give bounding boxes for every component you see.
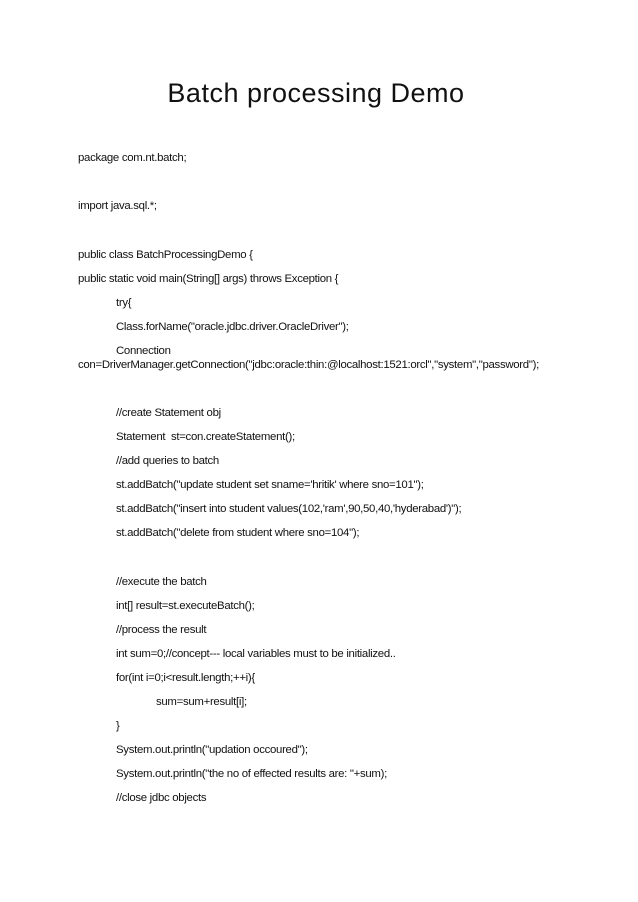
code-line-connection-type: Connection (116, 345, 171, 357)
code-line-add-batch-update: st.addBatch("update student set sname='hritik' where sno=101"); (116, 479, 424, 491)
code-line-get-connection: con=DriverManager.getConnection("jdbc:oracle:thin:@localhost:1521:orcl","system","password"); (78, 359, 539, 371)
code-line-import: import java.sql.*; (78, 200, 157, 212)
code-line-comment-execute: //execute the batch (116, 576, 207, 588)
code-line-add-batch-delete: st.addBatch("delete from student where sno=104"); (116, 527, 360, 539)
code-line-println-updation: System.out.println("updation occoured"); (116, 744, 308, 756)
code-line-println-results: System.out.println("the no of effected results are: "+sum); (116, 768, 387, 780)
code-line-for-loop: for(int i=0;i<result.length;++i){ (116, 672, 255, 684)
code-line-comment-add-queries: //add queries to batch (116, 455, 219, 467)
code-line-try: try{ (116, 297, 132, 309)
code-line-sum-init: int sum=0;//concept--- local variables must to be initialized.. (116, 648, 396, 660)
code-line-comment-create-statement: //create Statement obj (116, 407, 221, 419)
code-line-class-declaration: public class BatchProcessingDemo { (78, 249, 253, 261)
code-line-comment-close: //close jdbc objects (116, 792, 207, 804)
document-title: Batch processing Demo (167, 78, 465, 108)
code-line-main-method: public static void main(String[] args) throws Exception { (78, 273, 339, 285)
code-line-class-forname: Class.forName("oracle.jdbc.driver.OracleDriver"); (116, 321, 349, 333)
code-line-sum-accumulate: sum=sum+result[i]; (156, 696, 247, 708)
code-line-package: package com.nt.batch; (78, 152, 187, 164)
code-line-close-brace: } (116, 720, 120, 732)
code-line-execute-batch: int[] result=st.executeBatch(); (116, 600, 255, 612)
code-line-comment-process: //process the result (116, 624, 207, 636)
code-line-add-batch-insert: st.addBatch("insert into student values(102,'ram',90,50,40,'hyderabad')"); (116, 503, 462, 515)
code-line-create-statement: Statement st=con.createStatement(); (116, 431, 295, 443)
